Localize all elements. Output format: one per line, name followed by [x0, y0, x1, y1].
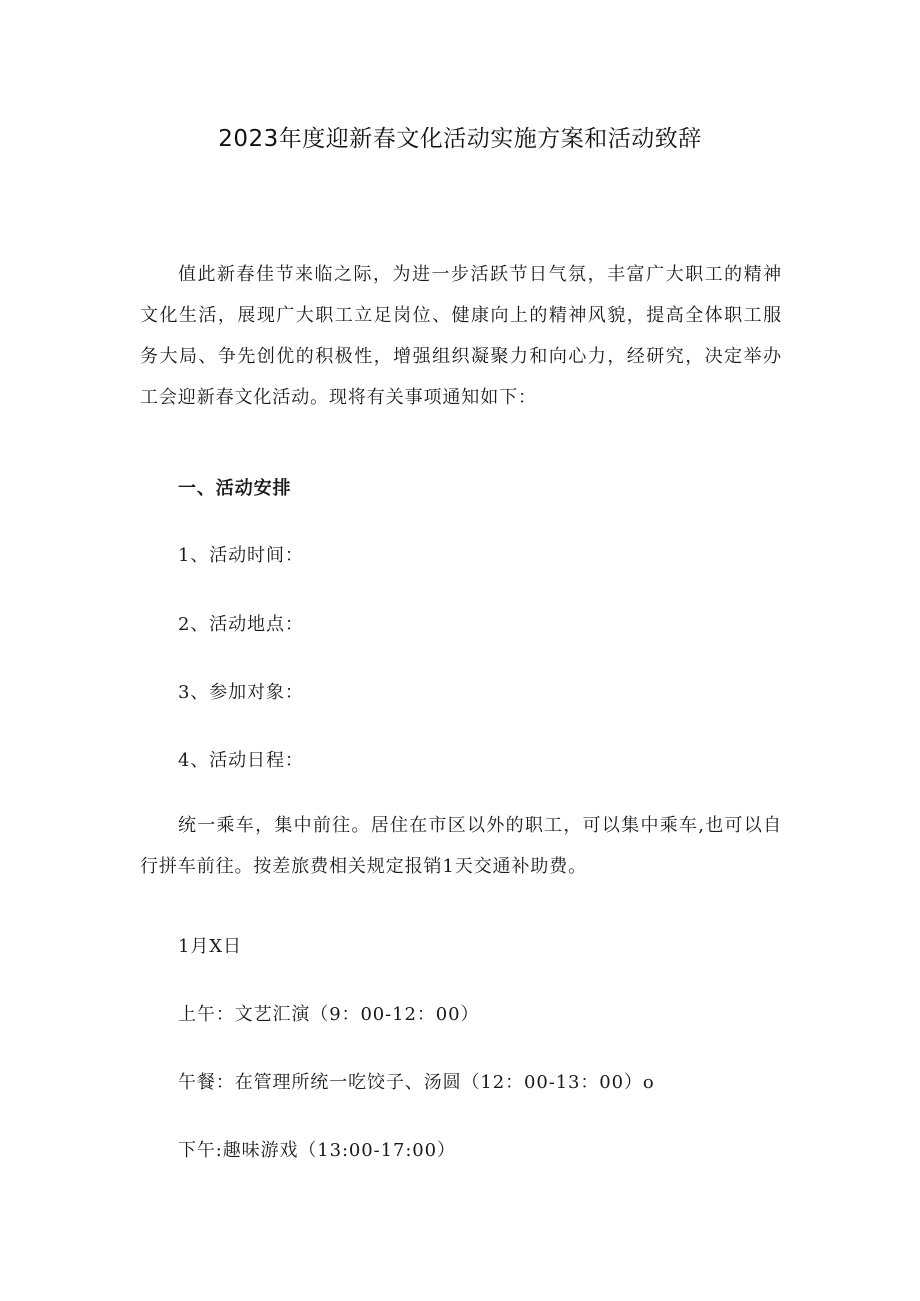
intro-paragraph: 值此新春佳节来临之际，为进一步活跃节日气氛，丰富广大职工的精神文化生活，展现广大职工立足岗位、健康向上的精神风貌，提高全体职工服务大局、争先创优的积极性，增强组织凝聚力和向心力，经研究，决定举办工会迎新春文化活动。现将有关事项通知如下：	[140, 264, 782, 408]
section-heading-activity-arrangement: 一、活动安排	[178, 478, 292, 499]
schedule-lunch: 午餐：在管理所统一吃饺子、汤圆（12：00-13：00）o	[178, 1072, 655, 1093]
item-activity-location: 2、活动地点：	[178, 614, 304, 635]
schedule-date: 1月X日	[178, 936, 242, 957]
schedule-afternoon: 下午:趣味游戏（13:00-17:00）	[178, 1140, 456, 1161]
transport-paragraph: 统一乘车，集中前往。居住在市区以外的职工，可以集中乘车,也可以自行拼车前往。按差旅费相关规定报销1天交通补助费。	[140, 815, 782, 877]
document-title: 2023年度迎新春文化活动实施方案和活动致辞	[218, 126, 702, 152]
item-activity-schedule: 4、活动日程：	[178, 750, 304, 771]
item-activity-time: 1、活动时间：	[178, 545, 304, 566]
schedule-morning: 上午：文艺汇演（9：00-12：00）	[178, 1004, 480, 1025]
item-participants: 3、参加对象：	[178, 682, 304, 703]
